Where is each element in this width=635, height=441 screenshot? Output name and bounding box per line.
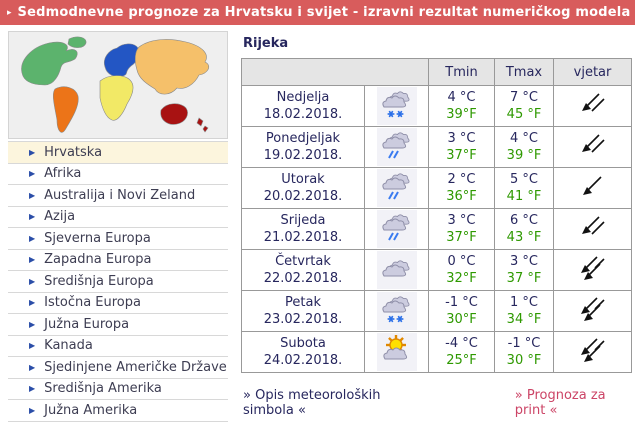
sidebar-item-afrika[interactable]	[8, 164, 228, 186]
sidebar-item-label: Istočna Europa	[44, 295, 141, 311]
sidebar-item-label: Azija	[44, 209, 76, 225]
forecast-row-subota	[242, 332, 632, 373]
chevron-right-icon: ▶	[29, 169, 36, 179]
forecast-row-ponedjeljak	[242, 127, 632, 168]
rain-cloud-icon	[377, 128, 417, 166]
tmin-cell	[429, 250, 495, 291]
day-name: Četvrtak	[275, 254, 331, 269]
tmin-celsius: 4 °C	[447, 90, 476, 105]
wind-cell	[554, 250, 632, 291]
day-cell	[242, 127, 365, 168]
snow-cloud-icon	[377, 87, 417, 125]
forecast-row--etvrtak	[242, 250, 632, 291]
tmin-fahrenheit: 32°F	[446, 271, 477, 286]
tmin-fahrenheit: 36°F	[446, 189, 477, 204]
chevron-right-icon: ▶	[29, 341, 36, 351]
header-tmin: Tmin	[429, 59, 495, 86]
symbols-description-link[interactable]: » Opis meteoroloških simbola «	[243, 388, 381, 418]
sidebar-item-label: Središnja Europa	[44, 273, 154, 289]
weather-cell	[365, 127, 429, 168]
tmax-cell	[495, 250, 554, 291]
tmin-cell	[429, 86, 495, 127]
tmin-fahrenheit: 39°F	[446, 107, 477, 122]
chevron-right-icon: ▶	[29, 319, 36, 329]
sidebar-item-label: Južna Amerika	[44, 402, 138, 418]
weather-cell	[365, 250, 429, 291]
weather-cell	[365, 332, 429, 373]
sidebar-item-ju-na-amerika[interactable]	[8, 400, 228, 422]
day-date: 18.02.2018.	[263, 107, 343, 122]
chevron-right-icon: ▶	[29, 362, 36, 372]
tmax-fahrenheit: 34 °F	[506, 312, 542, 327]
day-cell	[242, 291, 365, 332]
tmax-cell	[495, 209, 554, 250]
chevron-right-icon: ▶	[29, 190, 36, 200]
header-arrow-icon: ▸	[7, 7, 12, 18]
wind-arrow-sw-moderate-icon	[579, 107, 607, 122]
sidebar-item-hrvatska[interactable]	[8, 142, 228, 164]
header-empty-cell	[242, 59, 429, 86]
day-name: Petak	[285, 295, 321, 310]
tmax-celsius: 1 °C	[510, 295, 538, 310]
wind-cell	[554, 168, 632, 209]
tmin-fahrenheit: 37°F	[446, 148, 477, 163]
tmax-fahrenheit: 45 °F	[506, 107, 542, 122]
tmin-celsius: -1 °C	[445, 295, 478, 310]
day-name: Utorak	[281, 172, 325, 187]
weather-cell	[365, 168, 429, 209]
chevron-right-icon: ▶	[29, 298, 36, 308]
day-cell	[242, 209, 365, 250]
day-date: 20.02.2018.	[263, 189, 343, 204]
forecast-row-petak	[242, 291, 632, 332]
tmin-cell	[429, 332, 495, 373]
tmin-fahrenheit: 25°F	[446, 353, 477, 368]
rain-cloud-icon	[377, 210, 417, 248]
tmin-fahrenheit: 30°F	[446, 312, 477, 327]
day-date: 24.02.2018.	[263, 353, 343, 368]
sidebar-item-ju-na-europa[interactable]	[8, 314, 228, 336]
tmin-celsius: 0 °C	[447, 254, 476, 269]
tmax-celsius: 4 °C	[510, 131, 538, 146]
tmax-cell	[495, 168, 554, 209]
chevron-right-icon: ▶	[29, 147, 36, 157]
tmax-cell	[495, 86, 554, 127]
wind-cell	[554, 127, 632, 168]
day-name: Srijeda	[280, 213, 326, 228]
chevron-right-icon: ▶	[29, 255, 36, 265]
sidebar-item-label: Središnja Amerika	[44, 381, 162, 397]
day-date: 21.02.2018.	[263, 230, 343, 245]
tmax-cell	[495, 291, 554, 332]
tmax-fahrenheit: 30 °F	[506, 353, 542, 368]
chevron-right-icon: ▶	[29, 276, 36, 286]
map-australia	[161, 104, 188, 125]
chevron-right-icon: ▶	[29, 384, 36, 394]
day-cell	[242, 332, 365, 373]
tmax-celsius: 6 °C	[510, 213, 538, 228]
city-title: Rijeka	[243, 36, 289, 51]
tmax-celsius: -1 °C	[507, 336, 541, 351]
tmin-cell	[429, 168, 495, 209]
footer-links	[241, 388, 633, 418]
rain-cloud-icon	[377, 169, 417, 207]
page-header	[0, 0, 635, 25]
wind-arrow-sw-moderate-icon	[579, 230, 607, 245]
forecast-row-nedjelja	[242, 86, 632, 127]
sidebar-item-label: Australija i Novi Zeland	[44, 187, 196, 203]
chevron-right-icon: ▶	[29, 405, 36, 415]
tmax-celsius: 3 °C	[510, 254, 538, 269]
wind-arrow-sw-strong-icon	[579, 271, 607, 286]
weather-cell	[365, 291, 429, 332]
tmax-fahrenheit: 37 °F	[506, 271, 542, 286]
chevron-right-icon: ▶	[29, 233, 36, 243]
snow-cloud-icon	[377, 292, 417, 330]
cloudy-icon	[377, 251, 417, 289]
wind-cell	[554, 332, 632, 373]
tmax-celsius: 7 °C	[510, 90, 538, 105]
page-title: Sedmodnevne prognoze za Hrvatsku i svijet - izravni rezultat numeričkog modela	[17, 5, 631, 20]
tmax-cell	[495, 332, 554, 373]
sidebar-item-label: Sjedinjene Američke Države	[44, 359, 227, 375]
day-cell	[242, 250, 365, 291]
tmax-fahrenheit: 43 °F	[506, 230, 542, 245]
sidebar	[8, 31, 228, 422]
header-tmax: Tmax	[495, 59, 554, 86]
day-cell	[242, 86, 365, 127]
forecast-row-srijeda	[242, 209, 632, 250]
weather-cell	[365, 209, 429, 250]
wind-cell	[554, 86, 632, 127]
wind-arrow-sw-moderate-icon	[579, 148, 607, 163]
wind-arrow-sw-strong-icon	[579, 353, 607, 368]
forecast-row-utorak	[242, 168, 632, 209]
forecast-rows	[242, 86, 632, 373]
tmin-cell	[429, 127, 495, 168]
tmin-celsius: 2 °C	[447, 172, 476, 187]
world-continents-icon	[9, 32, 227, 138]
print-forecast-link[interactable]: » Prognoza za print «	[514, 388, 606, 418]
day-cell	[242, 168, 365, 209]
tmax-fahrenheit: 41 °F	[506, 189, 542, 204]
day-date: 19.02.2018.	[263, 148, 343, 163]
day-name: Nedjelja	[276, 90, 330, 105]
tmin-fahrenheit: 37°F	[446, 230, 477, 245]
day-date: 23.02.2018.	[263, 312, 343, 327]
sidebar-item-sredi-nja-europa[interactable]	[8, 271, 228, 293]
sidebar-item-label: Hrvatska	[44, 144, 103, 160]
sidebar-item-sredi-nja-amerika[interactable]	[8, 379, 228, 401]
tmin-celsius: 3 °C	[447, 213, 476, 228]
sidebar-item-sjeverna-europa[interactable]	[8, 228, 228, 250]
tmin-cell	[429, 291, 495, 332]
sidebar-item-label: Afrika	[44, 166, 82, 182]
sidebar-item-label: Zapadna Europa	[44, 252, 152, 268]
forecast-table	[241, 58, 632, 373]
chevron-right-icon: ▶	[29, 212, 36, 222]
tmax-celsius: 5 °C	[510, 172, 538, 187]
wind-cell	[554, 291, 632, 332]
tmin-celsius: -4 °C	[445, 336, 478, 351]
sidebar-item-kanada[interactable]	[8, 336, 228, 358]
header-wind: vjetar	[554, 59, 632, 86]
sidebar-item-isto-na-europa[interactable]	[8, 293, 228, 315]
sidebar-item-zapadna-europa[interactable]	[8, 250, 228, 272]
main-content	[241, 36, 633, 373]
weather-cell	[365, 86, 429, 127]
table-header-row	[242, 59, 632, 86]
tmax-fahrenheit: 39 °F	[506, 148, 542, 163]
sidebar-nav	[8, 141, 228, 422]
tmax-cell	[495, 127, 554, 168]
wind-cell	[554, 209, 632, 250]
sidebar-item-label: Sjeverna Europa	[44, 230, 151, 246]
day-name: Ponedjeljak	[265, 131, 341, 146]
sidebar-item-azija[interactable]	[8, 207, 228, 229]
sidebar-item-label: Južna Europa	[44, 316, 130, 332]
wind-arrow-sw-strong-icon	[579, 312, 607, 327]
day-date: 22.02.2018.	[263, 271, 343, 286]
sidebar-item-sjedinjene-ameri-ke-dr-ave[interactable]	[8, 357, 228, 379]
sidebar-item-australija-i-novi-zeland[interactable]	[8, 185, 228, 207]
wind-arrow-sw-light-icon	[579, 189, 607, 204]
day-name: Subota	[280, 336, 326, 351]
sun-cloud-icon	[377, 333, 417, 371]
world-map-image[interactable]	[8, 31, 228, 139]
tmin-celsius: 3 °C	[447, 131, 476, 146]
tmin-cell	[429, 209, 495, 250]
map-greenland	[68, 37, 86, 48]
sidebar-item-label: Kanada	[44, 338, 93, 354]
